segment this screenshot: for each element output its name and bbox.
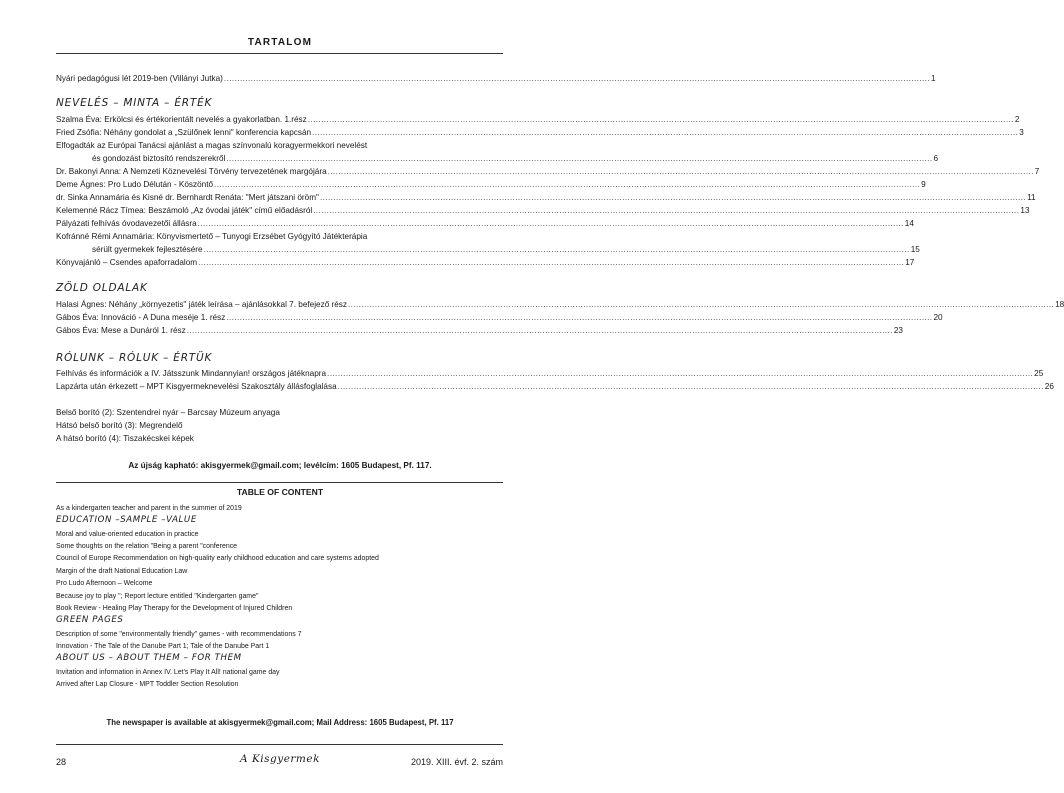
availability-note-en: The newspaper is available at akisgyermek@gmail.com; Mail Address: 1605 Budapest, Pf. 117 xyxy=(106,718,454,727)
toc-entry-text: Deme Ágnes: Pro Ludo Délután - Köszöntő xyxy=(56,180,214,189)
toc-entry-page: 26 xyxy=(1044,382,1054,391)
toc-entry-page: 6 xyxy=(933,154,939,163)
toc-entry-text: Pályázati felhívás óvodavezetői állásra xyxy=(56,219,197,228)
toc-leader xyxy=(198,219,904,229)
toc-entry[interactable] xyxy=(56,313,943,323)
toc-entry[interactable] xyxy=(56,74,936,84)
toc-entry-page: 23 xyxy=(893,326,903,335)
toc-entry[interactable] xyxy=(56,206,1030,216)
toc-entry[interactable] xyxy=(56,128,1024,138)
toc-leader xyxy=(214,180,920,190)
en-toc-item: Moral and value-oriented education in practice xyxy=(56,529,199,538)
toc-entry-text[interactable]: Kofránné Rémi Annamária: Könyvismertető – Tunyogi Erzsébet Gyógyító Játékterápia xyxy=(56,232,368,241)
toc-leader xyxy=(313,206,1019,216)
section-title: ZÖLD OLDALAK xyxy=(56,282,148,294)
toc-entry-text: Dr. Bakonyi Anna: A Nemzeti Köznevelési Törvény tervezetének margójára xyxy=(56,167,327,176)
toc-entry[interactable] xyxy=(56,369,1044,379)
en-toc-item: Some thoughts on the relation "Being a parent "conference xyxy=(56,541,238,550)
toc-leader xyxy=(348,300,1054,310)
toc-entry-text: Könyvajánló – Csendes apaforradalom xyxy=(56,258,198,267)
toc-entry[interactable] xyxy=(56,382,1054,392)
toc-leader xyxy=(312,128,1018,138)
toc-entry-page: 13 xyxy=(1020,206,1030,215)
toc-entry[interactable] xyxy=(56,219,914,229)
section-title: RÓLUNK – RÓLUK – ÉRTÜK xyxy=(56,352,213,364)
toc-entry-page: 1 xyxy=(931,74,936,83)
en-toc-item: Arrived after Lap Closure - MPT Toddler Section Resolution xyxy=(56,679,239,688)
en-toc-item: Because joy to play "; Report lecture entitled "Kindergarten game" xyxy=(56,591,259,600)
toc-entry[interactable] xyxy=(56,193,1036,203)
toc-entry-page: 20 xyxy=(933,313,943,322)
en-toc-item: Book Review - Healing Play Therapy for the Development of Injured Children xyxy=(56,603,293,612)
toc-entry-text: Szalma Éva: Erkölcsi és értékorientált nevelés a gyakorlatban. 1.rész xyxy=(56,115,307,124)
toc-entry[interactable] xyxy=(56,115,1020,125)
toc-entry[interactable] xyxy=(56,180,926,190)
page-title: TARTALOM xyxy=(247,37,313,48)
toc-entry-text: Felhívás és információk a IV. Játsszunk Mindannyian! országos játéknapra xyxy=(56,369,327,378)
toc-entry-page: 3 xyxy=(1019,128,1024,137)
magazine-name: A Kisgyermek xyxy=(240,753,320,765)
toc-leader xyxy=(187,326,893,336)
page-number: 28 xyxy=(56,757,67,767)
en-section-title: EDUCATION –SAMPLE –VALUE xyxy=(56,515,197,525)
availability-note-hu: Az újság kapható: akisgyermek@gmail.com; levélcím: 1605 Budapest, Pf. 117. xyxy=(128,461,432,470)
toc-entry[interactable] xyxy=(92,245,920,255)
en-toc-item: As a kindergarten teacher and parent in the summer of 2019 xyxy=(56,503,242,512)
section-title: NEVELÉS – MINTA – ÉRTÉK xyxy=(56,97,213,109)
toc-entry-page: 25 xyxy=(1034,369,1044,378)
toc-entry-page: 14 xyxy=(904,219,914,228)
en-toc-item: Invitation and information in Annex IV. Let's Play It All! national game day xyxy=(56,667,280,676)
toc-entry-text: Fried Zsófia: Néhány gondolat a „Szülőnek lenni" konferencia kapcsán xyxy=(56,128,312,137)
cover-note: Belső borító (2): Szentendrei nyár – Barcsay Múzeum anyaga xyxy=(56,408,280,417)
toc-entry-page: 18 xyxy=(1055,300,1064,309)
toc-leader xyxy=(328,167,1034,177)
toc-leader xyxy=(204,245,910,255)
en-toc-item: Council of Europe Recommendation on high-quality early childhood education and care systems adopted xyxy=(56,553,379,562)
toc-entry-text: és gondozást biztosító rendszerekről xyxy=(92,154,226,163)
en-section-title: ABOUT US – ABOUT THEM – FOR THEM xyxy=(56,653,242,663)
toc-leader xyxy=(320,193,1026,203)
toc-entry-text: Gábos Éva: Mese a Dunáról 1. rész xyxy=(56,326,186,335)
toc-entry-text: Halasi Ágnes: Néhány „környezetis" játék leírása – ajánlásokkal 7. befejező rész xyxy=(56,300,347,309)
cover-note: A hátsó borító (4): Tiszakécskei képek xyxy=(56,434,194,443)
toc-leader xyxy=(226,154,932,164)
toc-entry-page: 9 xyxy=(921,180,926,189)
en-toc-item: Margin of the draft National Education Law xyxy=(56,566,188,575)
toc-entry[interactable] xyxy=(56,258,915,268)
toc-entry-page: 17 xyxy=(905,258,915,267)
english-toc-title: TABLE OF CONTENT xyxy=(236,487,324,497)
header-rule xyxy=(56,53,503,54)
toc-entry-text: sérült gyermekek fejlesztésére xyxy=(92,245,203,254)
issue-info: 2019. XIII. évf. 2. szám xyxy=(410,757,503,767)
footer-rule xyxy=(56,744,503,745)
toc-entry-page: 11 xyxy=(1027,193,1036,202)
toc-entry-page: 7 xyxy=(1034,167,1040,176)
toc-entry[interactable] xyxy=(92,154,939,164)
toc-entry-text[interactable]: Elfogadták az Európai Tanácsi ajánlást a magas színvonalú koragyermekkori nevelést xyxy=(56,141,368,150)
toc-entry[interactable] xyxy=(56,300,1064,310)
cover-note: Hátsó belső borító (3): Megrendelő xyxy=(56,421,183,430)
toc-entry-text: Gábos Éva: Innováció - A Duna meséje 1. rész xyxy=(56,313,226,322)
en-toc-item: Innovation - The Tale of the Danube Part 1; Tale of the Danube Part 1 xyxy=(56,641,270,650)
section-divider xyxy=(56,482,503,483)
toc-entry-page: 15 xyxy=(910,245,920,254)
en-toc-item: Description of some "environmentally friendly" games - with recommendations 7 xyxy=(56,629,302,638)
toc-leader xyxy=(198,258,904,268)
toc-entry-text: Nyári pedagógusi lét 2019-ben (Villányi Jutka) xyxy=(56,74,223,83)
en-section-title: GREEN PAGES xyxy=(56,615,124,625)
toc-entry[interactable] xyxy=(56,167,1040,177)
en-toc-item: Pro Ludo Afternoon – Welcome xyxy=(56,578,153,587)
toc-entry-text: dr. Sinka Annamária és Kisné dr. Bernhardt Renáta: "Mert játszani öröm" xyxy=(56,193,319,202)
toc-entry-text: Kelemenné Rácz Tímea: Beszámoló „Az óvodai játék" című előadásról xyxy=(56,206,313,215)
toc-leader xyxy=(224,74,930,84)
toc-leader xyxy=(308,115,1014,125)
toc-entry-text: Lapzárta után érkezett – MPT Kisgyermeknevelési Szakosztály állásfoglalása xyxy=(56,382,337,391)
toc-entry-page: 2 xyxy=(1014,115,1020,124)
toc-leader xyxy=(226,313,932,323)
toc-leader xyxy=(338,382,1044,392)
toc-leader xyxy=(327,369,1033,379)
toc-entry[interactable] xyxy=(56,326,903,336)
